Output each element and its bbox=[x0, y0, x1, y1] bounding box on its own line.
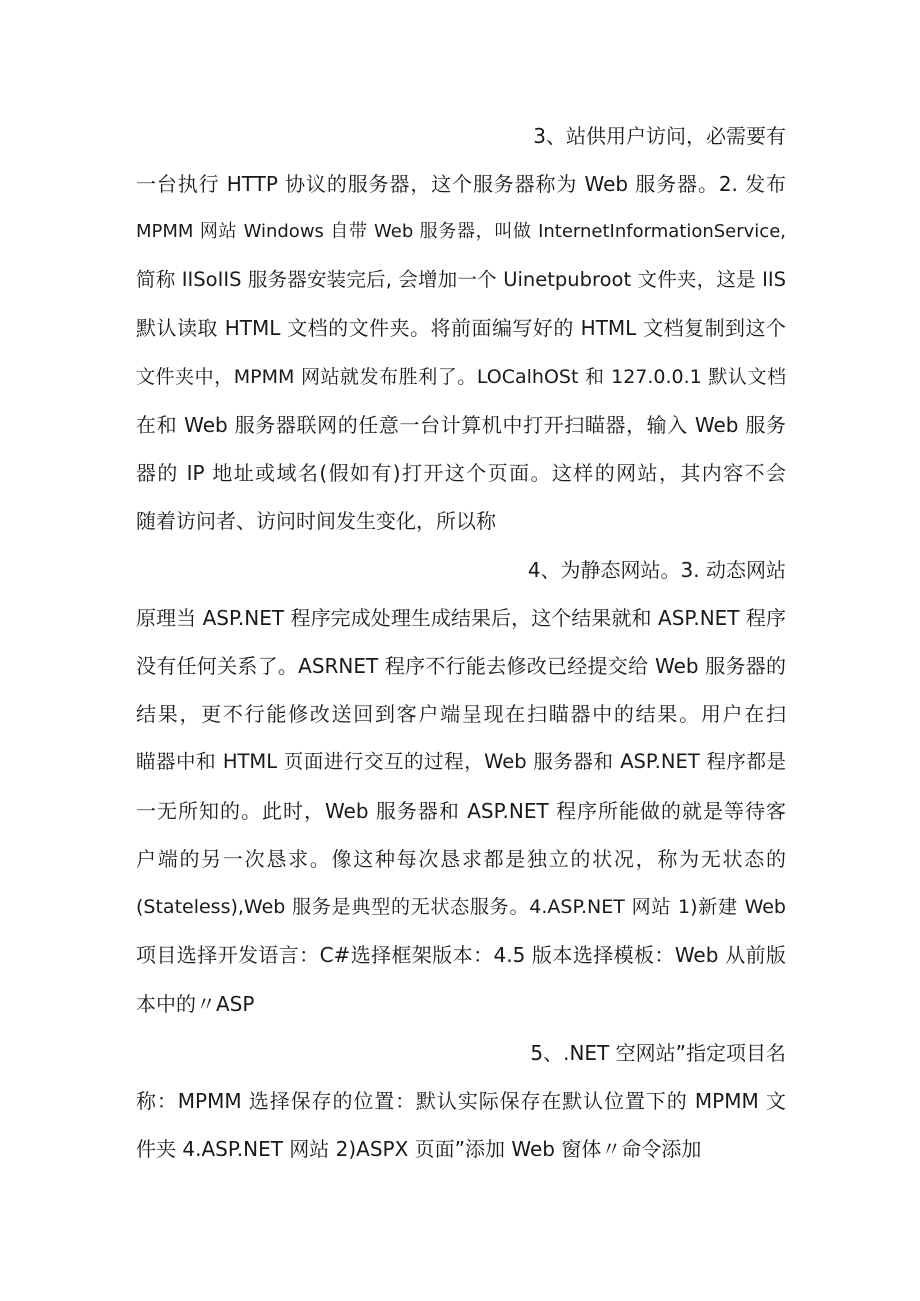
text-line-10: 4、为静态网站。3. 动态网站 bbox=[527, 558, 786, 582]
text-line-15: 一无所知的。此时，Web 服务器和 ASP.NET 程序所能做的就是等待客 bbox=[136, 799, 786, 823]
text-line-21: 称：MPMM 选择保存的位置：默认实际保存在默认位置下的 MPMM 文 bbox=[136, 1089, 786, 1113]
text-line-11: 原理当 ASP.NET 程序完成处理生成结果后，这个结果就和 ASP.NET 程序 bbox=[136, 606, 786, 630]
text-line-16: 户端的另一次恳求。像这种每次恳求都是独立的状况，称为无状态的 bbox=[136, 847, 786, 871]
text-line-12: 没有任何关系了。ASRNET 程序不行能去修改已经提交给 Web 服务器的 bbox=[136, 654, 786, 678]
text-line-19: 本中的〃ASP bbox=[136, 992, 255, 1016]
text-line-5: 默认读取 HTML 文档的文件夹。将前面编写好的 HTML 文档复制到这个 bbox=[136, 316, 786, 340]
text-line-1: 3、站供用户访问，必需要有 bbox=[533, 124, 786, 148]
text-line-3: MPMM 网站 Windows 自带 Web 服务器，叫做 InternetInformationService, bbox=[136, 221, 786, 242]
text-line-2: 一台执行 HTTP 协议的服务器，这个服务器称为 Web 服务器。2. 发布 bbox=[136, 172, 786, 196]
text-line-8: 器的 IP 地址或域名(假如有)打开这个页面。这样的网站，其内容不会 bbox=[136, 461, 786, 485]
text-line-7: 在和 Web 服务器联网的任意一台计算机中打开扫瞄器，输入 Web 服务 bbox=[136, 413, 786, 437]
text-line-20: 5、.NET 空网站”指定项目名 bbox=[530, 1041, 786, 1065]
text-line-14: 瞄器中和 HTML 页面进行交互的过程，Web 服务器和 ASP.NET 程序都是 bbox=[136, 750, 786, 773]
text-line-17: (Stateless),Web 服务是典型的无状态服务。4.ASP.NET 网站 1)新建 Web bbox=[136, 896, 786, 918]
text-line-4: 简称 IISoIIS 服务器安装完后, 会增加一个 Uinetpubroot 文件夹，这是 IIS bbox=[136, 268, 786, 291]
text-line-6: 文件夹中，MPMM 网站就发布胜利了。LOCalhOSt 和 127.0.0.1 默认文档 bbox=[136, 366, 786, 388]
text-line-9: 随着访问者、访问时间发生变化，所以称 bbox=[136, 509, 496, 533]
text-line-22: 件夹 4.ASP.NET 网站 2)ASPX 页面”添加 Web 窗体〃命令添加 bbox=[136, 1137, 702, 1161]
text-line-13: 结果，更不行能修改送回到客户端呈现在扫瞄器中的结果。用户在扫 bbox=[136, 702, 786, 726]
text-line-18: 项目选择开发语言：C#选择框架版本：4.5 版本选择模板：Web 从前版 bbox=[136, 943, 786, 967]
